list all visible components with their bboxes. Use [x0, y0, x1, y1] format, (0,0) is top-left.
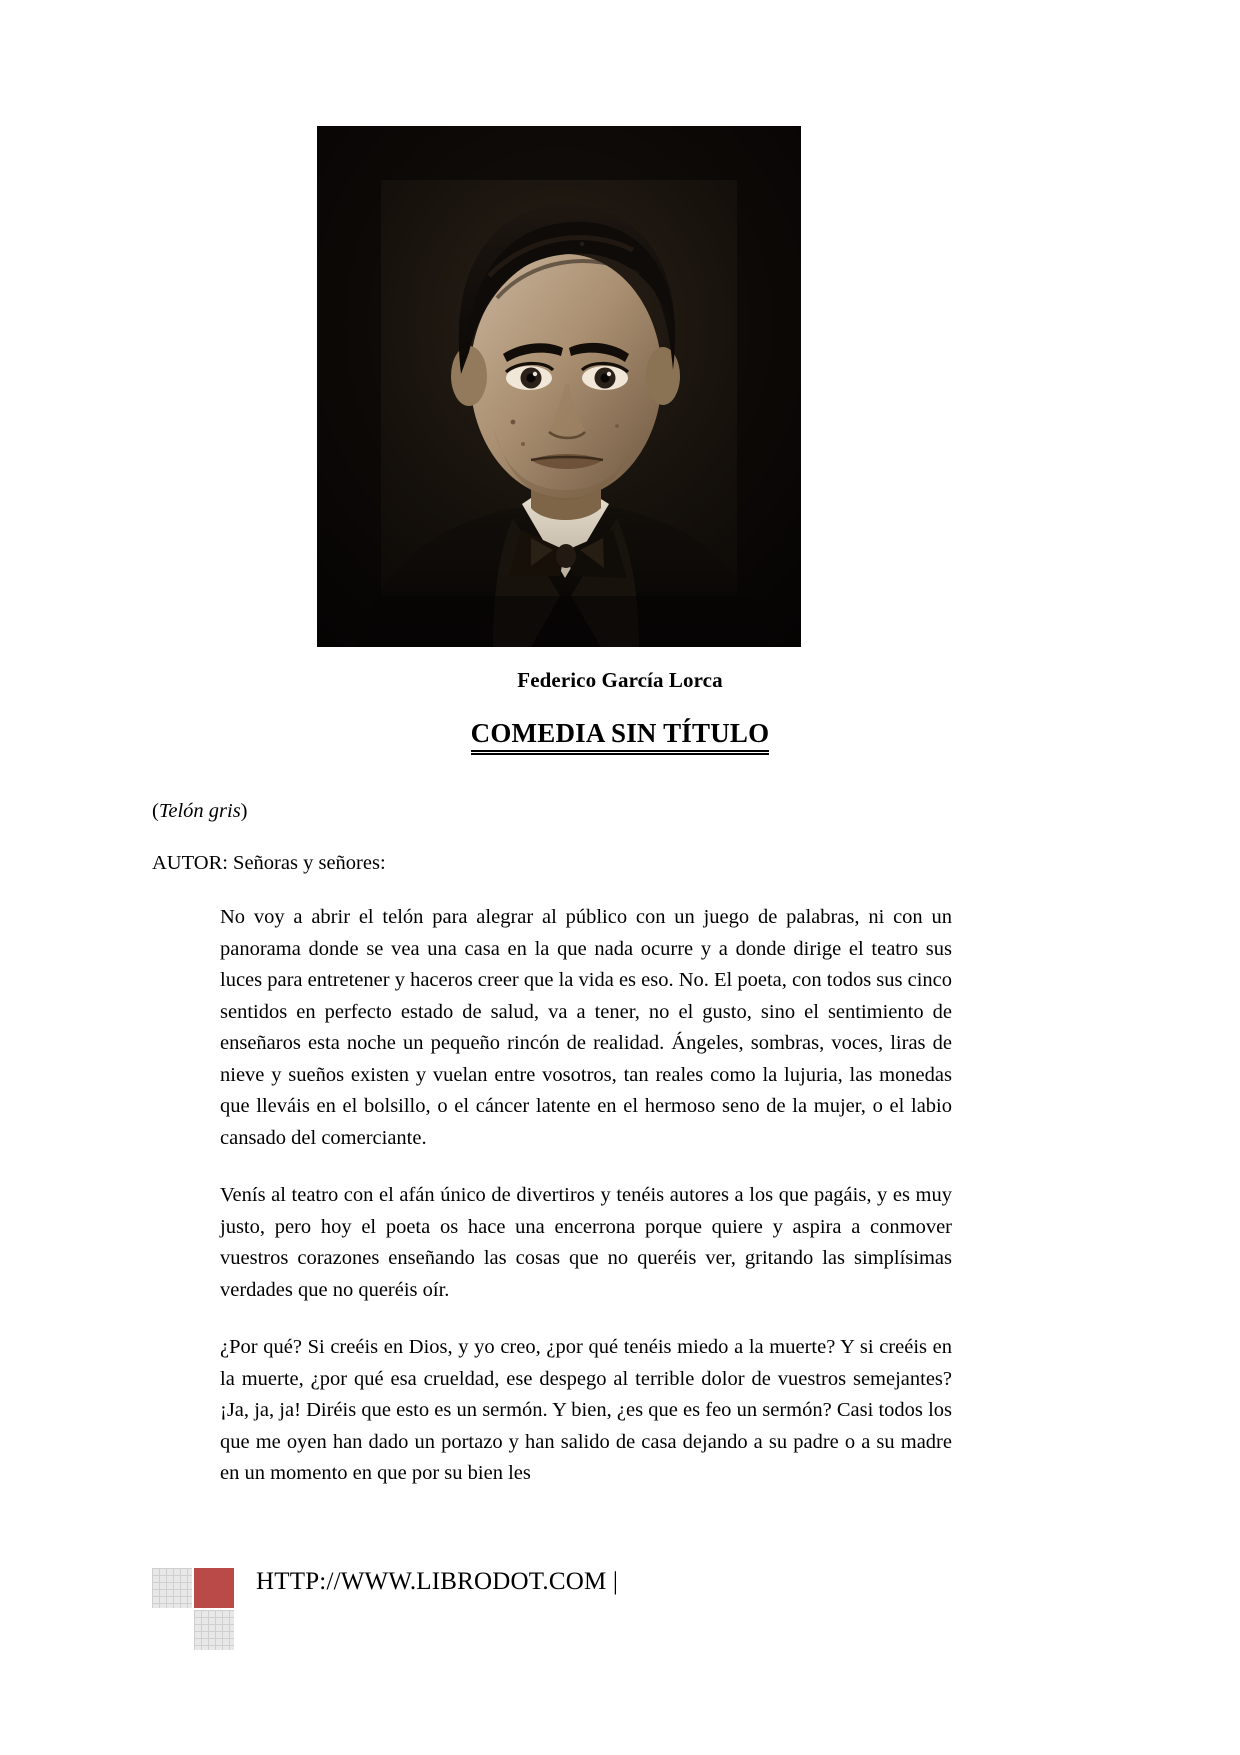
logo-square-grid-topleft: [152, 1568, 192, 1608]
librodot-logo: [152, 1568, 236, 1652]
stage-direction-text: Telón gris: [158, 800, 241, 822]
portrait-illustration: [317, 126, 801, 647]
logo-square-red-topright: [194, 1568, 234, 1608]
portrait-image-container: [317, 126, 801, 647]
portrait-photograph: [317, 126, 801, 647]
body-paragraph: Venís al teatro con el afán único de divertiros y tenéis autores a los que pagáis, y es muy justo, pero hoy el poeta os hace una encerrona porque quiere y aspira a conmover vuestros corazones enseñando las cosas que no queréis ver, gritando las simplísimas verdades que no queréis oír.: [220, 1184, 952, 1301]
author-caption: Federico García Lorca: [517, 668, 723, 692]
body-text-block: [220, 902, 952, 1490]
stage-direction-close-paren: ): [240, 800, 248, 822]
page-title-text: COMEDIA SIN TÍTULO: [471, 718, 770, 752]
body-paragraph: ¿Por qué? Si creéis en Dios, y yo creo, ¿por qué tenéis miedo a la muerte? Y si creéis en la muerte, ¿por qué esa crueldad, ese despego al terrible dolor de vuestros semejantes?¡Ja, ja, ja! Diréis que esto es un sermón. Y bien, ¿es que es feo un sermón? Casi todos los que me oyen han dado un portazo y han salido de casa dejando a su padre o a su madre en un momento en que por su bien les: [220, 1336, 952, 1484]
stage-direction: [152, 800, 248, 823]
footer-url[interactable]: HTTP://WWW.LIBRODOT.COM |: [256, 1568, 619, 1595]
speaker-line: AUTOR: Señoras y señores:: [152, 852, 386, 874]
page-title: [0, 718, 1240, 752]
stage-direction-open-paren: (: [152, 800, 159, 822]
body-paragraph: No voy a abrir el telón para alegrar al público con un juego de palabras, ni con un panorama donde se vea una casa en la que nada ocurre y a donde dirige el teatro sus luces para entretener y haceros creer que la vida es eso. No. El poeta, con todos sus cinco sentidos en perfecto estado de salud, va a tener, no el gusto, sino el sentimiento de enseñaros esta noche un pequeño rincón de realidad. Ángeles, sombras, voces, liras de nieve y sueños existen y vuelan entre vosotros, tan reales como la lujuria, las monedas que lleváis en el bolsillo, o el cáncer latente en el hermoso seno de la mujer, o el labio cansado del comerciante.: [220, 906, 953, 1149]
page-footer: [152, 1560, 1052, 1680]
logo-square-grid-bottomright: [194, 1610, 234, 1650]
